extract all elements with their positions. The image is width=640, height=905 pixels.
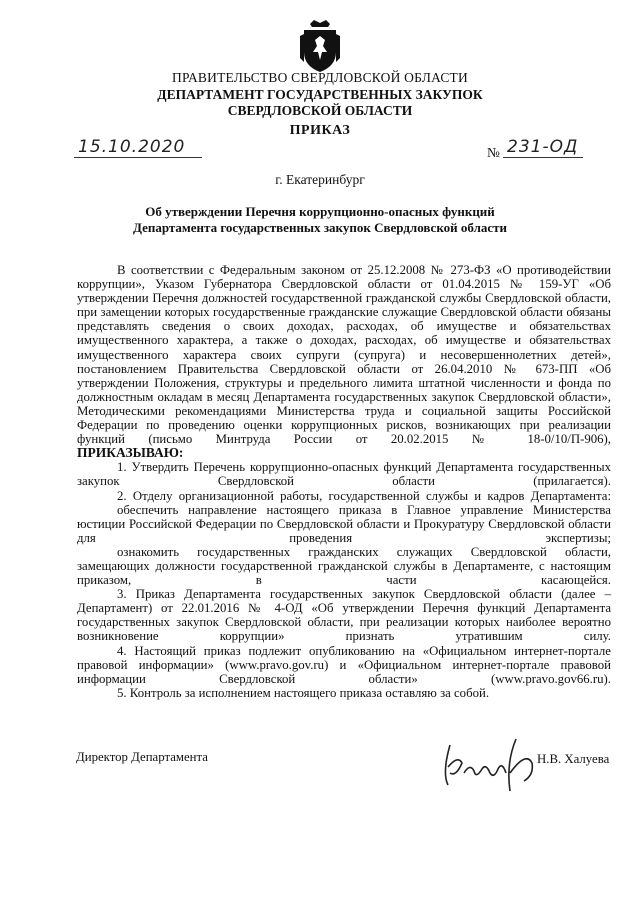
- department-name: [0, 87, 640, 119]
- order-word: ПРИКАЗЫВАЮ:: [77, 445, 184, 461]
- department-line-1: ДЕПАРТАМЕНТ ГОСУДАРСТВЕННЫХ ЗАКУПОК: [157, 87, 483, 102]
- item-2: 2. Отделу организационной работы, государственной службы и кадров Департамента:: [117, 488, 611, 503]
- order-subject: [0, 204, 640, 236]
- subject-line-1: Об утверждении Перечня коррупционно-опасных функций: [145, 204, 495, 219]
- item-2-a: обеспечить направление настоящего приказа в Главное управление Министерства юстиции Российской Федерации по Свердловской области и Прокуратуру Свердловской области для проведения экспертизы;: [77, 502, 611, 545]
- item-4: 4. Настоящий приказ подлежит опубликованию на «Официальном интернет-портале правовой информации» (www.pravo.gov.ru) и «Официальном интернет-портале правовой информации Свердловской области» (www.pravo.gov66.ru).: [77, 643, 611, 686]
- item-1: 1. Утвердить Перечень коррупционно-опасных функций Департамента государственных закупок Свердловской области (прилагается).: [77, 460, 611, 489]
- signer-name: Н.В. Халуева: [537, 752, 610, 766]
- number-underline: [503, 157, 583, 158]
- order-date: 15.10.2020: [78, 137, 186, 157]
- signer-position: Директор Департамента: [76, 750, 208, 764]
- preamble-paragraph: В соответствии с Федеральным законом от 25.12.2008 № 273-ФЗ «О противодействии коррупции», Указом Губернатора Свердловской области от 01.04.2015 № 159-УГ «Об утверждении Перечня должностей государственной гражданской службы Свердловской области, при замещении которых государственные гражданские служащие Свердловской области обязаны представлять сведения о своих доходах, расходах, об имуществе и обязательствах имущественного характера, а также о доходах, расходах, об имуществе и обязательствах имущественного характера своих супруги (супруга) и несовершеннолетних детей», постановлением Правительства Свердловской области от 26.04.2010 № 673-ПП «Об утверждении Положения, структуры и предельного лимита штатной численности и фонда по должностным окладам в месяц Департамента государственных закупок Свердловской области», Методическими рекомендациями Министерства труда и социальной защиты Российской Федерации по проведению оценки коррупционных рисков, возникающих при реализации функций (письмо Минтруда России от 20.02.2015 № 18-0/10/П-906),: [77, 263, 611, 447]
- department-line-2: СВЕРДЛОВСКОЙ ОБЛАСТИ: [227, 103, 413, 118]
- government-name: ПРАВИТЕЛЬСТВО СВЕРДЛОВСКОЙ ОБЛАСТИ: [172, 70, 468, 85]
- number-label: №: [487, 145, 500, 160]
- document-type: ПРИКАЗ: [289, 123, 351, 138]
- date-underline: [74, 157, 202, 158]
- coat-of-arms-icon: [296, 18, 344, 74]
- city: г. Екатеринбург: [275, 172, 365, 187]
- item-2-b: ознакомить государственных гражданских служащих Свердловской области, замещающих должности государственной гражданской службы в Департаменте, с настоящим приказом, в части касающейся.: [77, 544, 611, 588]
- item-5: 5. Контроль за исполнением настоящего приказа оставляю за собой.: [117, 685, 490, 700]
- handwritten-signature: [436, 733, 546, 793]
- item-3: 3. Приказ Департамента государственных закупок Свердловской области (далее – Департамент) от 22.01.2016 № 4-ОД «Об утверждении Перечня функций Департамента государственных закупок Свердловской области, при реализации которых наиболее вероятно возникновение коррупции» признать утратившим силу.: [77, 587, 611, 644]
- order-body: [77, 263, 611, 700]
- order-number: 231-ОД: [507, 137, 579, 157]
- subject-line-2: Департамента государственных закупок Свердловской области: [132, 220, 508, 235]
